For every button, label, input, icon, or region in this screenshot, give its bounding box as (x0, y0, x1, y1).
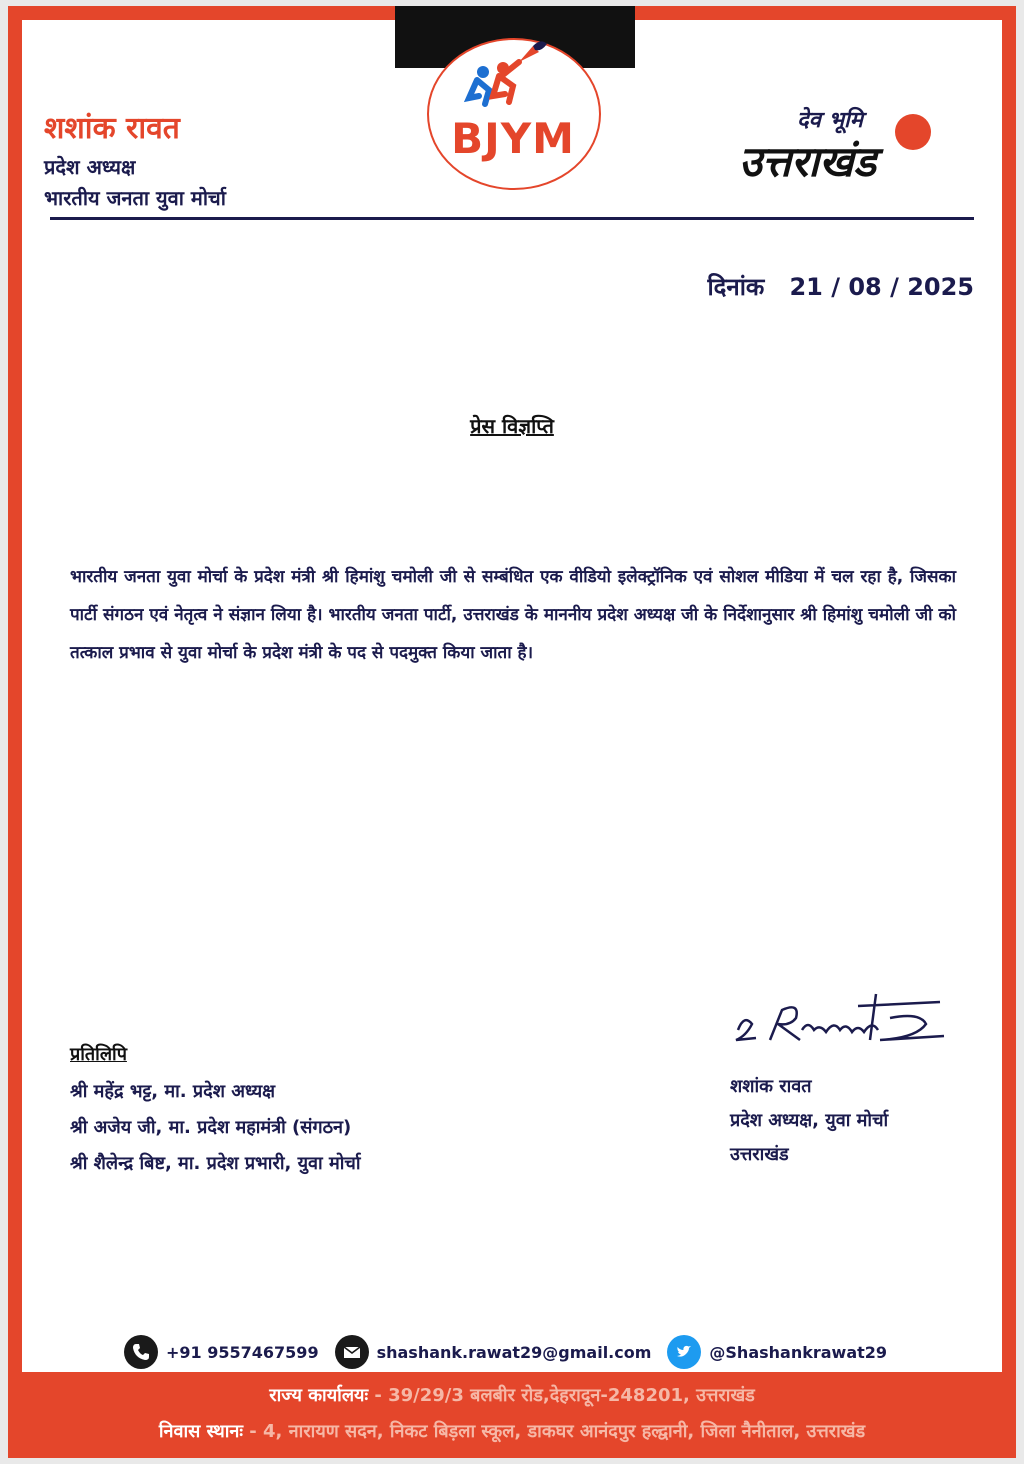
state-name: उत्तराखंड (739, 137, 876, 186)
runners-icon (455, 38, 565, 118)
signatory-designation: प्रदेश अध्यक्ष, युवा मोर्चा (730, 1110, 889, 1131)
office-address (8, 1378, 1016, 1414)
email-address[interactable]: shashank.rawat29@gmail.com (376, 1342, 652, 1362)
date-line (707, 270, 974, 303)
header-divider (50, 217, 974, 220)
logo-text: BJYM (451, 114, 575, 163)
office-label: राज्य कार्यालयः (269, 1385, 369, 1406)
date-value: 21 / 08 / 2025 (789, 273, 974, 301)
copy-to-title: प्रतिलिपि (70, 1044, 127, 1065)
sun-icon (895, 114, 931, 150)
copy-to-line: श्री महेंद्र भट्ट, मा. प्रदेश अध्यक्ष (70, 1081, 276, 1102)
mail-icon (335, 1335, 369, 1369)
twitter-icon (667, 1335, 701, 1369)
residence-label: निवास स्थानः (158, 1421, 244, 1442)
copy-to-line: श्री अजेय जी, मा. प्रदेश महामंत्री (संगठन) (70, 1117, 352, 1138)
signatory-name: शशांक रावत (730, 1076, 812, 1097)
uttarakhand-logo (735, 104, 975, 214)
sender-organization: भारतीय जनता युवा मोर्चा (44, 186, 226, 210)
copy-to-line: श्री शैलेन्द्र बिष्ट, मा. प्रदेश प्रभारी, युवा मोर्चा (70, 1153, 361, 1174)
signature (730, 984, 950, 1054)
twitter-handle[interactable]: @Shashankrawat29 (709, 1342, 888, 1362)
office-value: - 39/29/3 बलबीर रोड,देहरादून-248201, उत्तराखंड (374, 1385, 755, 1406)
residence-value: - 4, नारायण सदन, निकट बिड़ला स्कूल, डाकघर आनंदपुर हल्द्वानी, जिला नैनीताल, उत्तराखंड (249, 1421, 866, 1442)
sender-name: शशांक रावत (44, 111, 180, 146)
sender-role: प्रदेश अध्यक्ष (44, 155, 136, 179)
date-label: दिनांक (707, 273, 765, 301)
phone-icon (124, 1335, 158, 1369)
signature-block (730, 984, 970, 1172)
signatory-state: उत्तराखंड (730, 1144, 789, 1165)
state-tagline: देव भूमि (797, 107, 863, 133)
sender-block (44, 106, 226, 211)
body-paragraph: भारतीय जनता युवा मोर्चा के प्रदेश मंत्री श्री हिमांशु चमोली जी से सम्बंधित एक वीडियो इलेक्ट्रॉनिक एवं सोशल मीडिया में चल रहा है, जिसका पार्टी संगठन एवं नेतृत्व ने संज्ञान लिया है। भारतीय जनता पार्टी, उत्तराखंड के माननीय प्रदेश अध्यक्ष जी के निर्देशानुसार श्री हिमांशु चमोली जी को तत्काल प्रभाव से युवा मोर्चा के प्रदेश मंत्री के पद से पदमुक्त किया जाता है। (70, 567, 956, 663)
subject-heading: प्रेस विज्ञप्ति (470, 414, 554, 438)
address-footer (8, 1378, 1016, 1450)
contact-row (124, 1332, 903, 1372)
residence-address (8, 1414, 1016, 1450)
phone-number[interactable]: +91 9557467599 (166, 1342, 319, 1362)
copy-to-block (70, 1042, 360, 1182)
